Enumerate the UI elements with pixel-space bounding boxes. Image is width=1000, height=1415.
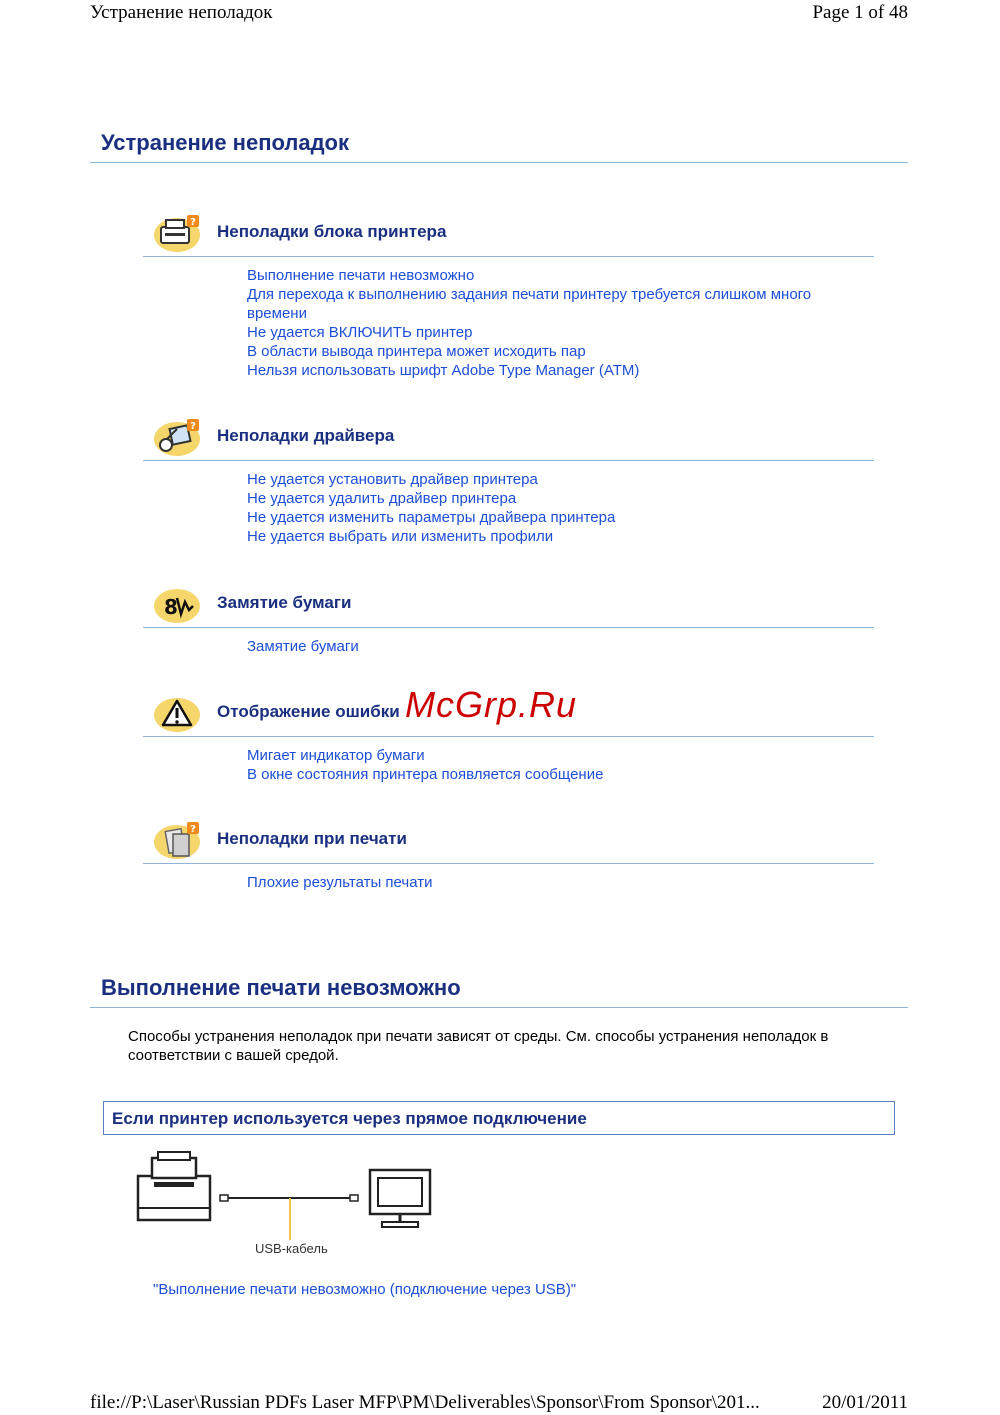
link-paper-indicator[interactable]: Мигает индикатор бумаги <box>247 747 425 764</box>
section-title: Неполадки драйвера <box>217 426 395 445</box>
section-heading: Выполнение печати невозможно <box>90 975 908 1008</box>
page-title: Устранение неполадок <box>90 130 908 163</box>
svg-text:?: ? <box>190 421 196 432</box>
svg-text:?: ? <box>190 217 196 228</box>
header-title: Устранение неполадок <box>90 2 273 23</box>
warning-icon <box>153 693 201 733</box>
monitor-illustration <box>370 1170 430 1227</box>
svg-text:8: 8 <box>164 595 178 619</box>
usb-cable-label: USB-кабель <box>255 1241 328 1256</box>
printer-question-icon <box>153 213 201 253</box>
footer-date: 20/01/2011 <box>822 1392 908 1413</box>
page-number: Page 1 of 48 <box>812 2 908 23</box>
svg-text:?: ? <box>190 824 196 835</box>
link-power-on[interactable]: Не удается ВКЛЮЧИТЬ принтер <box>247 324 473 341</box>
link-print-impossible[interactable]: Выполнение печати невозможно <box>247 267 475 284</box>
section-driver <box>143 412 874 546</box>
direct-connection-box: Если принтер используется через прямое подключение <box>103 1101 895 1135</box>
section-title: Отображение ошибки <box>217 702 400 721</box>
link-steam[interactable]: В области вывода принтера может исходить пар <box>247 343 586 360</box>
link-status-message[interactable]: В окне состояния принтера появляется сообщение <box>247 766 604 783</box>
link-profiles[interactable]: Не удается выбрать или изменить профили <box>247 528 554 545</box>
section-print-problems <box>143 815 874 892</box>
link-poor-results[interactable]: Плохие результаты печати <box>247 874 433 891</box>
driver-question-icon <box>153 417 201 457</box>
link-install-driver[interactable]: Не удается установить драйвер принтера <box>247 471 538 488</box>
print-quality-icon <box>153 820 201 860</box>
printer-illustration <box>138 1152 210 1220</box>
section-title: Замятие бумаги <box>217 593 352 612</box>
section-printer-unit <box>143 208 874 380</box>
link-usb-print-impossible[interactable]: "Выполнение печати невозможно (подключение через USB)" <box>153 1281 577 1298</box>
watermark: McGrp.Ru <box>405 684 578 725</box>
link-slow-start[interactable]: Для перехода к выполнению задания печати принтеру требуется слишком много <box>247 286 812 303</box>
footer-path: file://P:\Laser\Russian PDFs Laser MFP\PM\Deliverables\Sponsor\From Sponsor\201... <box>90 1392 760 1413</box>
link-atm-font[interactable]: Нельзя использовать шрифт Adobe Type Manager (ATM) <box>247 362 640 379</box>
section-title: Неполадки при печати <box>217 829 407 848</box>
paper-jam-icon <box>153 584 201 624</box>
usb-connection-diagram <box>130 1150 450 1240</box>
link-remove-driver[interactable]: Не удается удалить драйвер принтера <box>247 490 517 507</box>
section-title: Неполадки блока принтера <box>217 222 447 241</box>
link-paper-jam[interactable]: Замятие бумаги <box>247 638 359 655</box>
section-paper-jam <box>143 579 874 656</box>
link-change-driver-settings[interactable]: Не удается изменить параметры драйвера принтера <box>247 509 616 526</box>
link-slow-start-cont[interactable]: времени <box>247 305 307 322</box>
intro-paragraph: Способы устранения неполадок при печати зависят от среды. См. способы устранения неполадок в соответствии с вашей средой. <box>128 1028 829 1064</box>
